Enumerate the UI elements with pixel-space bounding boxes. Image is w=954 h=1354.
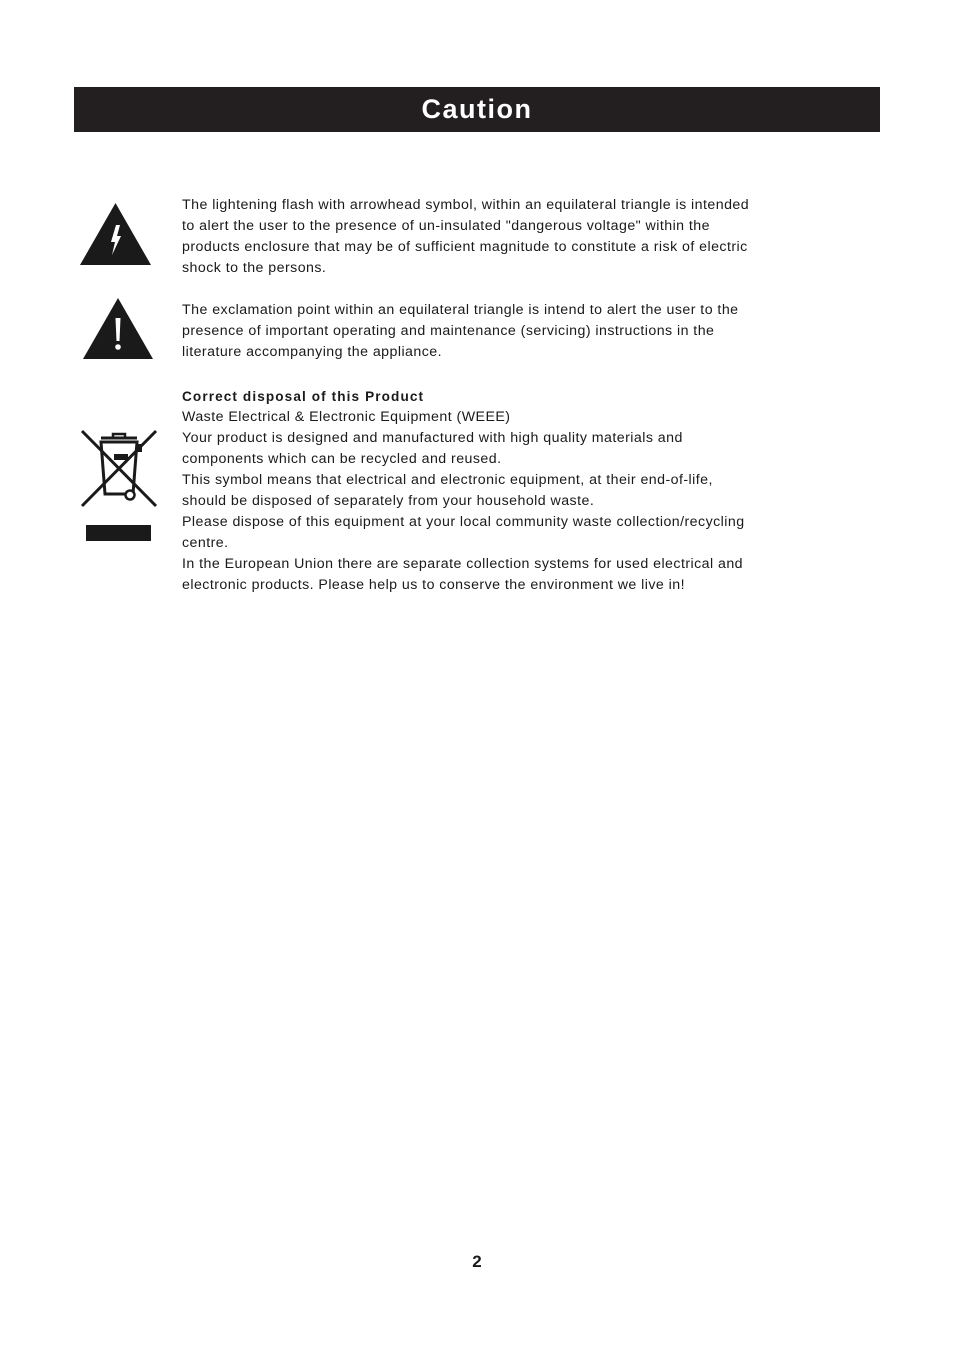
disposal-line-materials: Your product is designed and manufactured with high quality materials and components which can be recycled and reused. bbox=[182, 430, 683, 467]
crossed-out-bin-icon bbox=[79, 428, 159, 544]
disposal-text bbox=[182, 386, 752, 596]
exclamation-warning-text bbox=[182, 300, 752, 363]
exclamation-warning-paragraph: The exclamation point within an equilateral triangle is intend to alert the user to the presence of important operating and maintenance (servicing) instructions in the literature accompanying the appliance. bbox=[182, 302, 739, 360]
disposal-heading: Correct disposal of this Product bbox=[182, 389, 425, 404]
page-title: Caution bbox=[421, 94, 533, 124]
disposal-line-eu: In the European Union there are separate collection systems for used electrical and electronic products. Please help us to conserve the environment we live in! bbox=[182, 556, 744, 593]
page-number: 2 bbox=[472, 1252, 482, 1271]
voltage-warning-paragraph: The lightening flash with arrowhead symbol, within an equilateral triangle is intended to alert the user to the presence of un-insulated "dangerous voltage" within the products enclosure that may be of sufficient magnitude to constitute a risk of electric shock to the persons. bbox=[182, 197, 750, 276]
exclamation-warning-icon bbox=[83, 298, 153, 359]
disposal-line-dispose: Please dispose of this equipment at your local community waste collection/recycling centre. bbox=[182, 514, 745, 551]
title-bar bbox=[74, 87, 880, 132]
voltage-warning-text bbox=[182, 195, 752, 279]
disposal-line-symbol: This symbol means that electrical and electronic equipment, at their end-of-life, should be disposed of separately from your household waste. bbox=[182, 472, 713, 509]
disposal-line-weee: Waste Electrical & Electronic Equipment (WEEE) bbox=[182, 409, 511, 425]
lightning-warning-icon bbox=[80, 203, 151, 265]
